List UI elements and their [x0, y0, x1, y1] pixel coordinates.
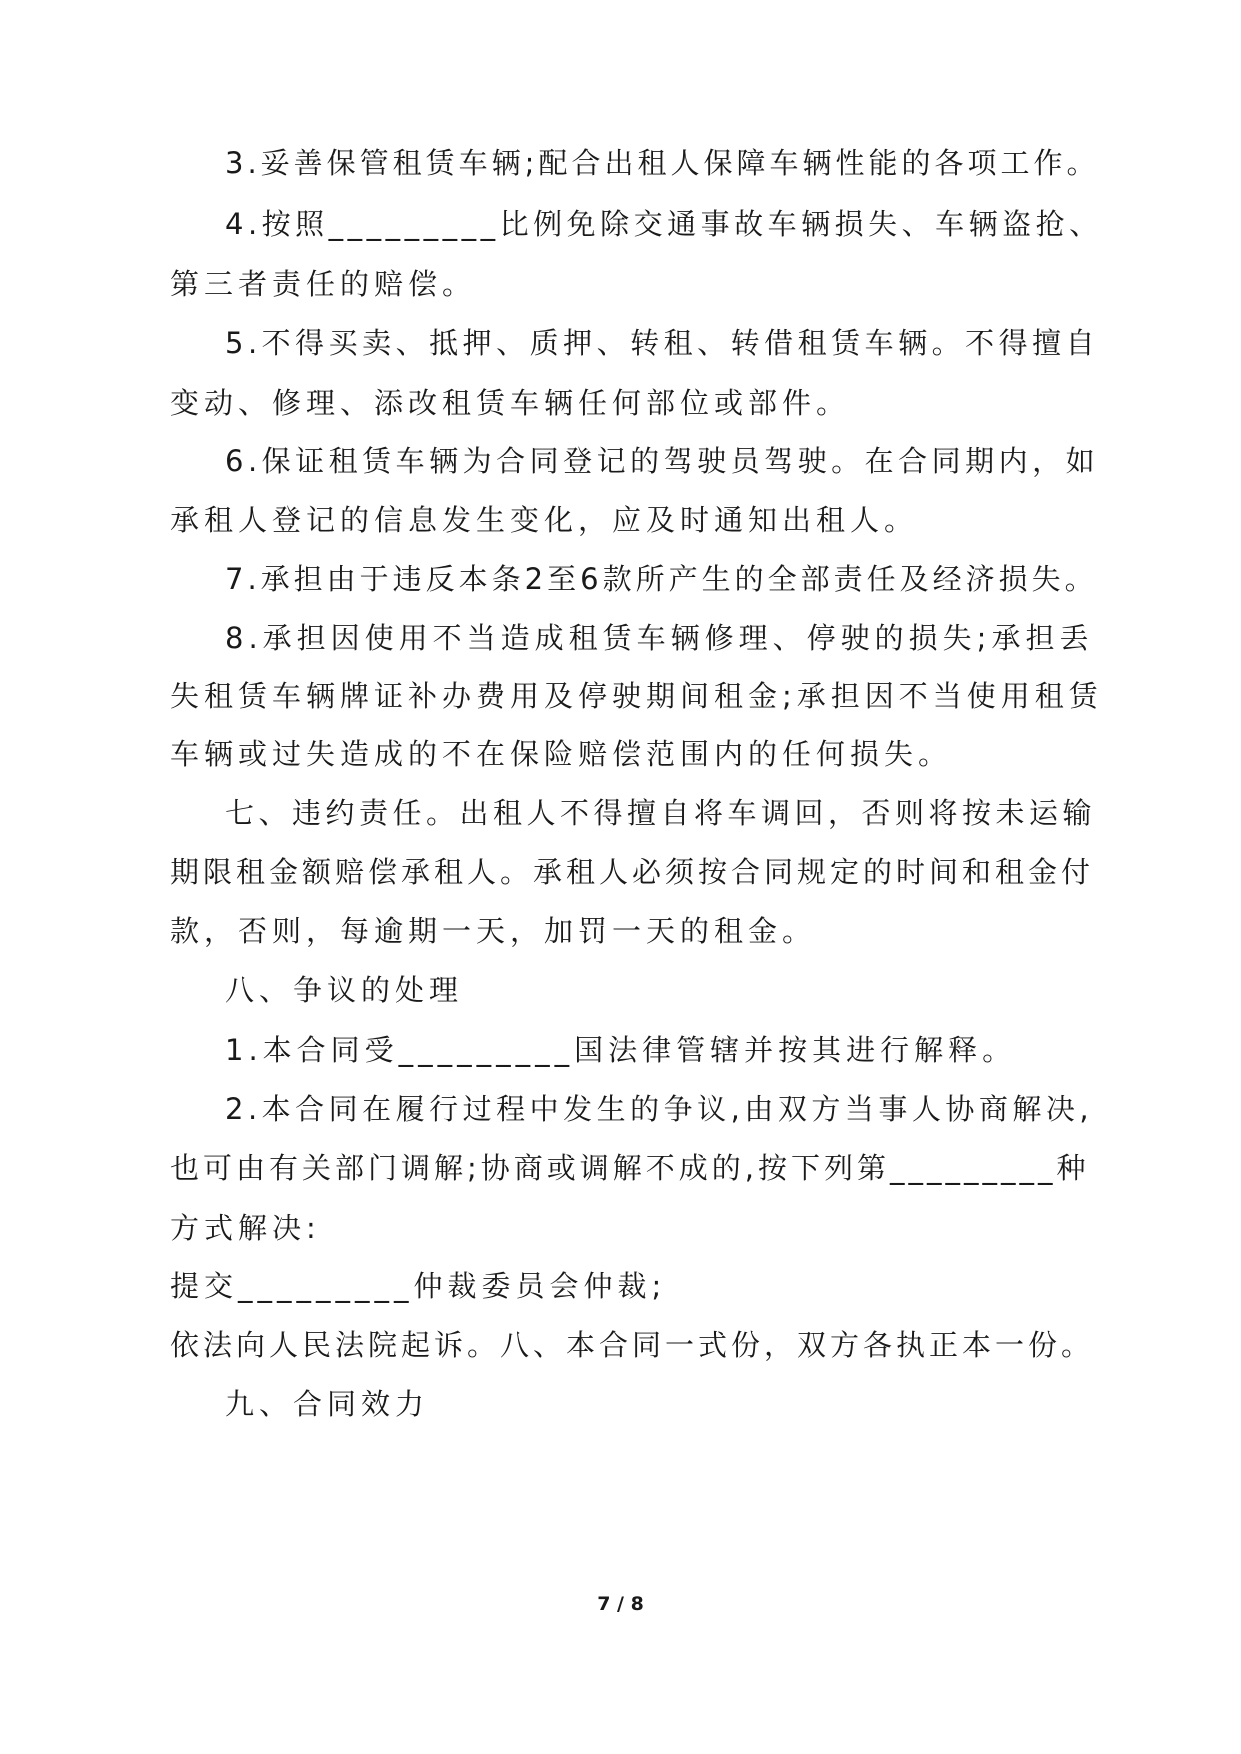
paragraph-line: 提交_________仲裁委员会仲裁; [170, 1269, 667, 1303]
paragraph-line: 2.本合同在履行过程中发生的争议,由双方当事人协商解决, [225, 1092, 1094, 1126]
section-heading: 九、合同效力 [225, 1387, 430, 1421]
paragraph-line: 8.承担因使用不当造成租赁车辆修理、停驶的损失;承担丢 [225, 621, 1094, 655]
paragraph-line: 也可由有关部门调解;协商或调解不成的,按下列第_________种 [170, 1151, 1090, 1185]
paragraph-line: 款，否则，每逾期一天，加罚一天的租金。 [170, 914, 817, 948]
paragraph-line: 方式解决: [170, 1211, 321, 1245]
paragraph-line: 依法向人民法院起诉。八、本合同一式份，双方各执正本一份。 [170, 1328, 1095, 1362]
paragraph-line: 4.按照_________比例免除交通事故车辆损失、车辆盗抢、 [225, 207, 1103, 241]
page-number: 7 / 8 [597, 1593, 644, 1615]
paragraph-line: 3.妥善保管租赁车辆;配合出租人保障车辆性能的各项工作。 [225, 146, 1100, 180]
paragraph-line: 七、违约责任。出租人不得擅自将车调回，否则将按未运输 [225, 796, 1097, 830]
paragraph-line: 7.承担由于违反本条2至6款所产生的全部责任及经济损失。 [225, 562, 1098, 596]
paragraph-line: 6.保证租赁车辆为合同登记的驾驶员驾驶。在合同期内，如 [225, 444, 1100, 478]
section-heading: 八、争议的处理 [225, 973, 464, 1007]
paragraph-line: 承租人登记的信息发生变化，应及时通知出租人。 [170, 503, 919, 537]
paragraph-line: 5.不得买卖、抵押、质押、转租、转借租赁车辆。不得擅自 [225, 326, 1100, 360]
paragraph-line: 变动、修理、添改租赁车辆任何部位或部件。 [170, 386, 851, 420]
paragraph-line: 失租赁车辆牌证补办费用及停驶期间租金;承担因不当使用租赁 [170, 679, 1103, 713]
paragraph-line: 1.本合同受_________国法律管辖并按其进行解释。 [225, 1033, 1017, 1067]
paragraph-line: 车辆或过失造成的不在保险赔偿范围内的任何损失。 [170, 737, 953, 771]
paragraph-line: 第三者责任的赔偿。 [170, 267, 477, 301]
paragraph-line: 期限租金额赔偿承租人。承租人必须按合同规定的时间和租金付 [170, 855, 1095, 889]
